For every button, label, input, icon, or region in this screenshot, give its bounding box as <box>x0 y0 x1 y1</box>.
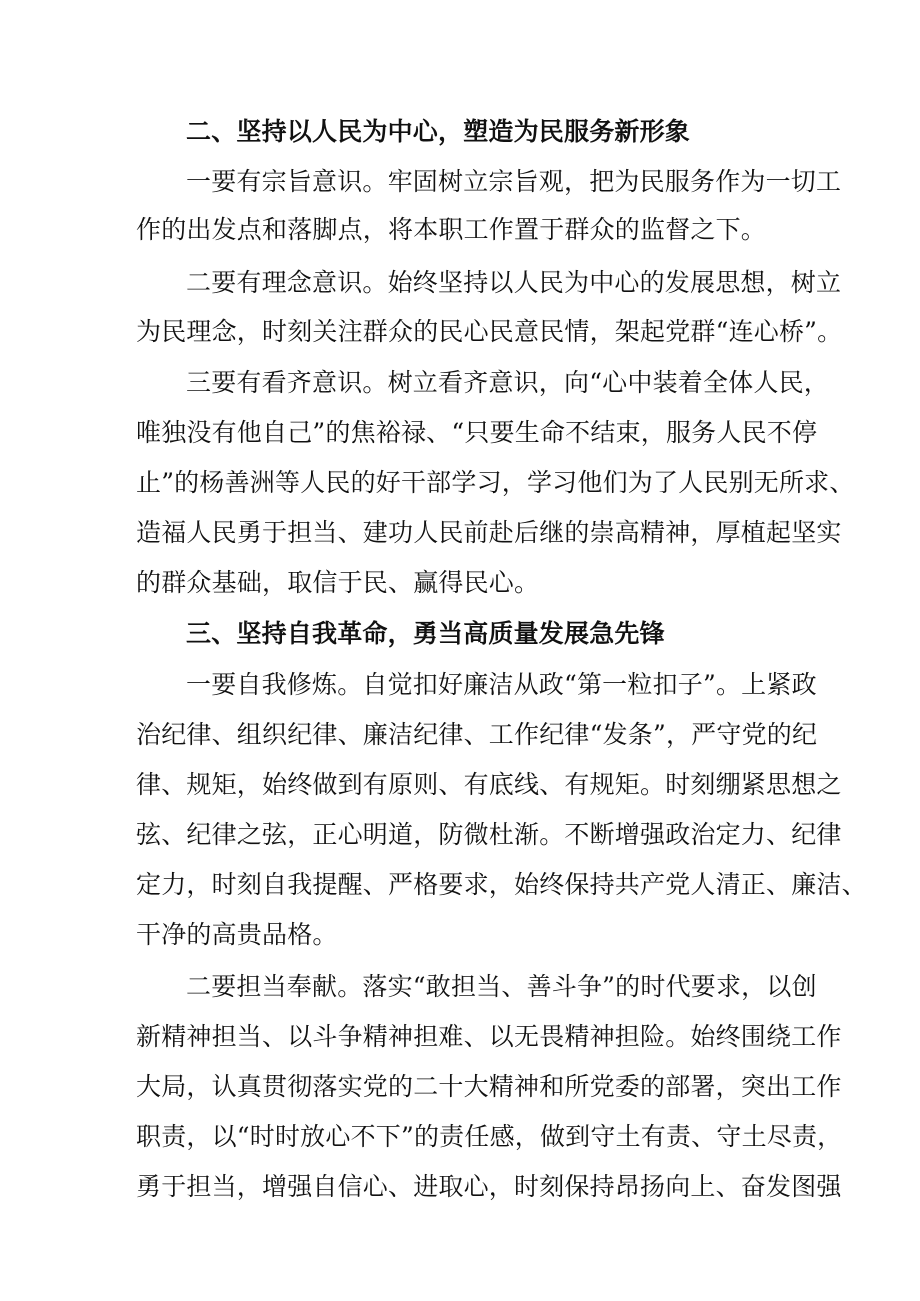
paragraph-line: 为民理念，时刻关注群众的民心民意民情，架起党群“连心桥”。 <box>136 317 843 346</box>
paragraph-line: 新精神担当、以斗争精神担难、以无畏精神担险。始终围绕工作 <box>136 1022 842 1051</box>
paragraph-line: 作的出发点和落脚点，将本职工作置于群众的监督之下。 <box>136 215 767 244</box>
paragraph-line: 二要担当奉献。落实“敢担当、善斗争”的时代要求，以创 <box>186 972 817 1001</box>
paragraph-line: 勇于担当，增强自信心、进取心，时刻保持昂扬向上、奋发图强 <box>136 1172 842 1201</box>
paragraph-line: 造福人民勇于担当、建功人民前赴后继的崇高精神，厚植起坚实 <box>136 518 842 547</box>
paragraph-line: 治纪律、组织纪律、廉洁纪律、工作纪律“发条”，严守党的纪 <box>136 720 818 749</box>
paragraph-line: 大局，认真贯彻落实党的二十大精神和所党委的部署，突出工作 <box>136 1072 842 1101</box>
paragraph-line: 一要有宗旨意识。牢固树立宗旨观，把为民服务作为一切工 <box>186 167 842 196</box>
paragraph-line: 止”的杨善洲等人民的好干部学习，学习他们为了人民别无所求、 <box>136 468 855 497</box>
paragraph-line: 干净的高贵品格。 <box>136 920 338 949</box>
paragraph-line: 二要有理念意识。始终坚持以人民为中心的发展思想，树立 <box>186 268 842 297</box>
paragraph-line: 职责，以“时时放心不下”的责任感，做到守土有责、守土尽责， <box>136 1122 843 1151</box>
section-heading: 三、坚持自我革命，勇当高质量发展急先锋 <box>186 619 665 648</box>
section-heading: 二、坚持以人民为中心，塑造为民服务新形象 <box>186 117 691 146</box>
paragraph-line: 的群众基础，取信于民、赢得民心。 <box>136 568 540 597</box>
paragraph-line: 定力，时刻自我提醒、严格要求，始终保持共产党人清正、廉洁、 <box>136 870 867 899</box>
paragraph-line: 弦、纪律之弦，正心明道，防微杜渐。不断增强政治定力、纪律 <box>136 820 842 849</box>
paragraph-line: 唯独没有他自己”的焦裕禄、“只要生命不结束，服务人民不停 <box>136 418 818 447</box>
paragraph-line: 一要自我修炼。自觉扣好廉洁从政“第一粒扣子”。上紧政 <box>186 670 817 699</box>
paragraph-line: 律、规矩，始终做到有原则、有底线、有规矩。时刻绷紧思想之 <box>136 770 842 799</box>
paragraph-line: 三要有看齐意识。树立看齐意识，向“心中装着全体人民， <box>186 368 829 397</box>
